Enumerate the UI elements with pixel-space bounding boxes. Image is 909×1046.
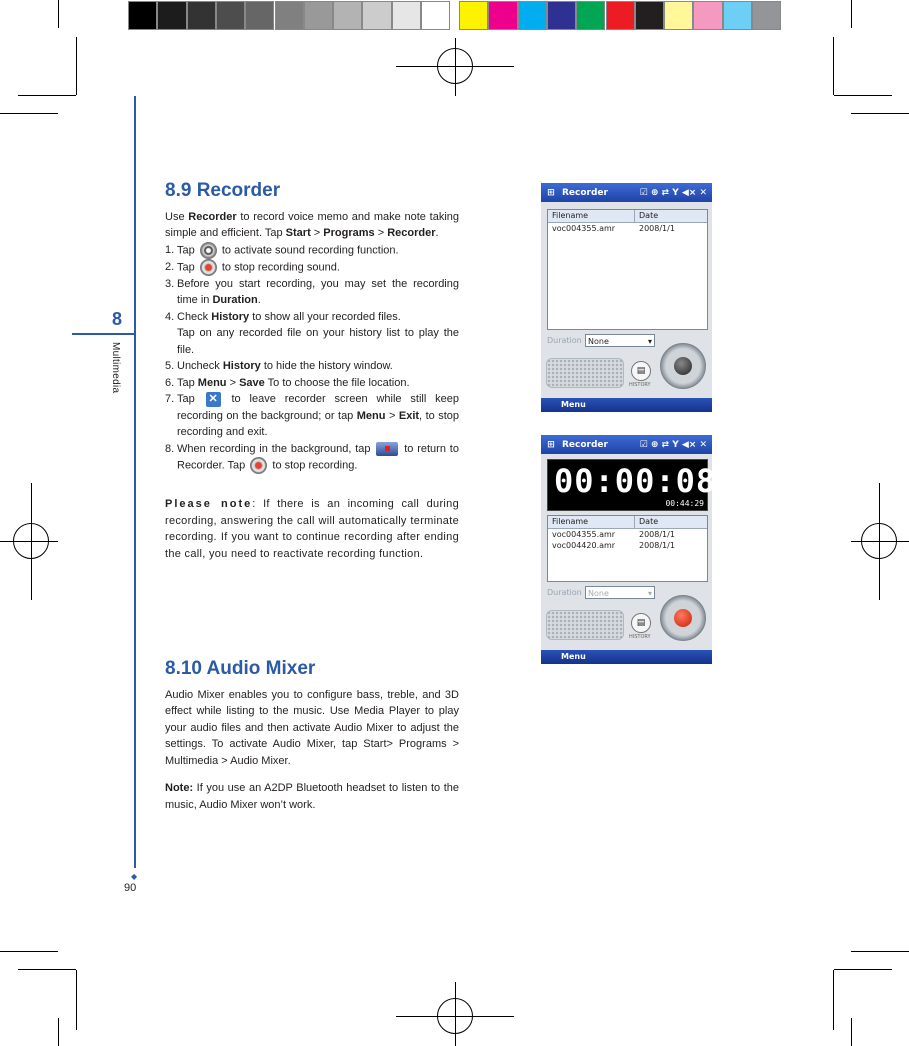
color-swatch [157,1,186,30]
color-swatch [187,1,216,30]
history-label: HISTORY [629,634,651,640]
chapter-bar [72,333,136,335]
margin-rule [134,96,136,868]
status-icons: ☑ ⊕ ⇄ Y ◀× ✕ [639,187,707,198]
title-bar: ⊞ Recorder ☑ ⊕ ⇄ Y ◀× ✕ [541,183,712,202]
table-row[interactable]: voc004355.amr 2008/1/1 [552,224,675,233]
table-row[interactable]: voc004355.amr 2008/1/1 [552,530,675,539]
history-table [547,209,708,330]
recording-timer: 00:00:08 00:44:29 [547,459,708,511]
color-swatch [245,1,274,30]
list-item: 1. Tap to activate sound recording function. [165,242,459,259]
diamond-icon: ◆ [131,872,138,881]
section-heading-recorder: 8.9 Recorder [165,180,281,201]
chapter-number: 8 [112,309,123,329]
chapter-label: Multimedia [110,342,121,394]
duration-label: Duration [547,588,582,597]
close-icon: ✕ [206,392,221,407]
menu-bar[interactable]: Menu [541,650,712,664]
list-item: 7. Tap ✕ to leave recorder screen while still keep recording on the background; or tap Menu > Exit, to stop recording and exit. [165,392,460,438]
stop-button[interactable] [660,595,706,641]
recorder-section [165,180,460,562]
color-swatch [693,1,722,30]
section-heading-audio-mixer: 8.10 Audio Mixer [165,658,316,679]
color-swatch [664,1,693,30]
record-button-icon [200,242,217,259]
audio-mixer-section [165,658,459,813]
speaker-grille [546,358,624,388]
color-swatch [576,1,605,30]
list-item: 3. Before you start recording, you may set the recording time in Duration. [165,277,459,306]
color-swatch [421,1,450,30]
recorder-screenshot-recording [541,435,717,664]
recorder-intro: Use Recorder to record voice memo and make note taking simple and efficient. Tap Start > Programs > Recorder. [165,210,459,239]
list-item: 2. Tap to stop recording sound. [165,259,459,276]
list-item: 5. Uncheck History to hide the history window. [165,360,393,372]
stop-button-icon [200,259,217,276]
color-swatch [362,1,391,30]
color-swatch [723,1,752,30]
audio-mixer-body: Audio Mixer enables you to configure bass, treble, and 3D effect while listing to the music. Use Media Player to play your audio files and then activate Audio Mixer to adjust the settings. To activate Audio Mixer, tap Start> Programs > Multimedia > Audio Mixer. [165,688,459,767]
page-number: 90 [124,882,137,894]
taskbar-recorder-icon [376,442,398,456]
color-swatch [488,1,517,30]
color-swatch [304,1,333,30]
duration-dropdown[interactable]: None ▾ [585,586,655,599]
list-item: 8. When recording in the background, tap to return to Recorder. Tap to stop recording. [165,441,459,475]
history-button[interactable]: ▤ [631,361,651,381]
column-header-date[interactable]: Date [639,211,659,220]
history-label: HISTORY [629,382,651,388]
recorder-steps [165,242,459,475]
title-bar: ⊞ Recorder ☑ ⊕ ⇄ Y ◀× ✕ [541,435,712,454]
stop-button-icon [250,457,267,474]
color-swatch [635,1,664,30]
color-swatch [128,1,157,30]
duration-label: Duration [547,336,582,345]
color-swatch [606,1,635,30]
color-swatch [752,1,781,30]
color-swatch [275,1,304,30]
recorder-screenshot-idle [541,183,712,412]
audio-mixer-note: Note: If you use an A2DP Bluetooth headset to listen to the music, Audio Mixer won’t work. [165,782,459,811]
column-header-date[interactable]: Date [639,517,659,526]
color-swatch [459,1,488,30]
column-header-filename[interactable]: Filename [548,516,635,528]
column-header-filename[interactable]: Filename [548,210,635,222]
list-item: 6. Tap Menu > Save To to choose the file location. [165,376,410,389]
color-swatch [216,1,245,30]
please-note: Please note: If there is an incoming call during recording, answering the call will automatically terminate recording. If you want to continue recording after ending the call, you need to reactivate recording function. [165,498,459,560]
windows-logo-icon: ⊞ [547,187,555,198]
menu-bar[interactable]: Menu [541,398,712,412]
color-swatch [392,1,421,30]
speaker-grille [546,610,624,640]
color-swatch [518,1,547,30]
color-swatch [547,1,576,30]
list-item: 4. Check History to show all your recorded files. Tap on any recorded file on your history list to play the file. [165,310,459,356]
status-icons: ☑ ⊕ ⇄ Y ◀× ✕ [639,439,707,450]
history-table [547,515,708,582]
duration-dropdown[interactable]: None ▾ [585,334,655,347]
color-swatch [333,1,362,30]
table-row[interactable]: voc004420.amr 2008/1/1 [552,541,675,550]
record-button[interactable] [660,343,706,389]
windows-logo-icon: ⊞ [547,439,555,450]
history-button[interactable]: ▤ [631,613,651,633]
